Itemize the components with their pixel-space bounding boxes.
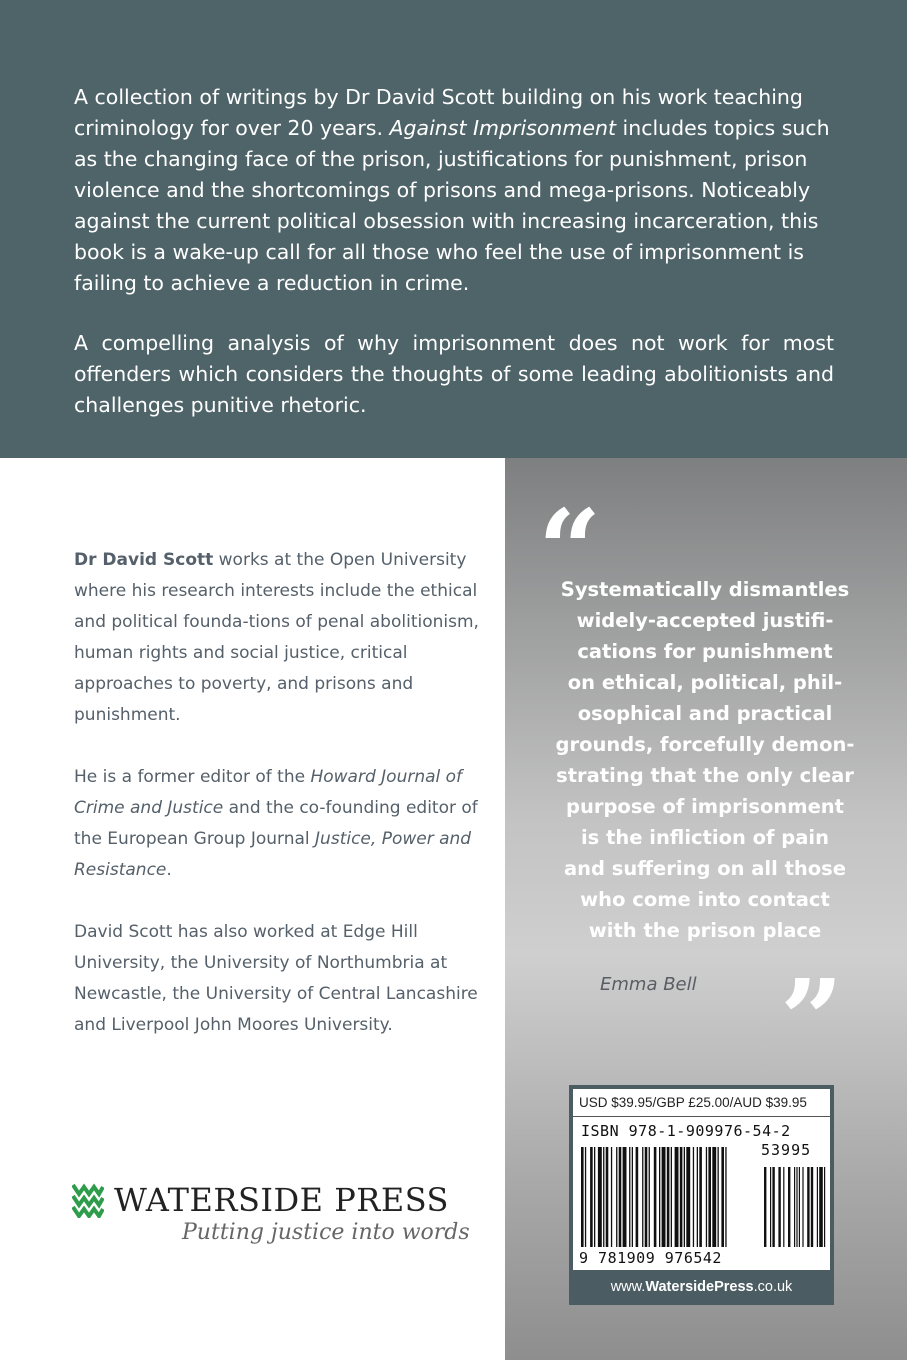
- barcode-label: [573, 1089, 830, 1270]
- journal-title: Justice, Power and Resistance: [74, 829, 472, 880]
- barcode-bar: [686, 1147, 690, 1247]
- blurb-band: [0, 0, 907, 458]
- barcode-bar: [629, 1147, 630, 1247]
- waterside-wave-logo-icon: [72, 1182, 104, 1218]
- publisher-tagline: Putting justice into words: [182, 1220, 470, 1245]
- website-brand: WatersidePress: [645, 1279, 754, 1295]
- barcode-bar: [590, 1147, 593, 1247]
- barcode-bar: [708, 1147, 711, 1247]
- addon-bar: [811, 1167, 813, 1247]
- journal-title: Howard Journal of Crime and Justice: [74, 767, 463, 818]
- barcode-bar: [680, 1147, 683, 1247]
- bio-paragraph-2: [74, 762, 484, 886]
- barcode-bar: [598, 1147, 602, 1247]
- bio-paragraph-1: [74, 545, 484, 731]
- barcode-bar: [581, 1147, 584, 1247]
- addon-bar: [764, 1167, 766, 1247]
- bio-paragraph-3: David Scott has also worked at Edge Hill University, the University of Northumbria at Newcastle, the University of Central Lancashire and Liverpool John Moores University.: [74, 922, 478, 1035]
- barcode-bar: [616, 1147, 617, 1247]
- barcode-bar: [611, 1147, 612, 1247]
- barcode-bar: [659, 1147, 660, 1247]
- publisher-name: WATERSIDE PRESS: [114, 1181, 449, 1219]
- author-bio: [74, 545, 484, 1072]
- barcode-bar: [603, 1147, 604, 1247]
- barcode-bar: [662, 1147, 666, 1247]
- blurb-text: A collection of writings by Dr David Scott building on his work teaching criminology for over 20 years.: [74, 85, 803, 140]
- website-prefix: www.: [610, 1279, 646, 1295]
- addon-bar: [778, 1167, 780, 1247]
- addon-bar: [819, 1167, 823, 1247]
- addon-bar: [807, 1167, 809, 1247]
- book-title: Against Imprisonment: [389, 116, 616, 140]
- blurb-paragraph-2: A compelling analysis of why imprisonment does not work for most offenders which considers the thoughts of some leading abolitionists and challenges punitive rhetoric.: [74, 331, 834, 417]
- barcode-bar: [642, 1147, 643, 1247]
- blurb-text: includes topics such as the changing face of the prison, justifications for punishment, prison violence and the shortcomings of prisons and mega-prisons. Noticeably against the current political obsession with increasing incarceration, this book is a wake-up call for all those who feel the use of imprisonment is failing to achieve a reduction in crime.: [74, 116, 830, 295]
- barcode-bar: [671, 1147, 672, 1247]
- publisher-logo-block: [72, 1180, 472, 1250]
- price-addon-code: 53995: [761, 1141, 812, 1159]
- barcode-bar: [594, 1147, 595, 1247]
- blurb-paragraph-1: [74, 82, 834, 299]
- price-line: USD $39.95/GBP £25.00/AUD $39.95: [579, 1095, 807, 1110]
- barcode-bar: [699, 1147, 702, 1247]
- barcode-bar: [667, 1147, 670, 1247]
- barcode-bar: [712, 1147, 716, 1247]
- bio-text: and the co-founding editor of the European Group Journal: [74, 798, 478, 849]
- barcode-bar: [654, 1147, 657, 1247]
- barcode-bar: [693, 1147, 694, 1247]
- barcode-block: [569, 1085, 834, 1305]
- barcode-bar: [718, 1147, 719, 1247]
- bio-text: works at the Open University where his research interests include the ethical and political founda-tions of penal abolitionism, human rights and social justice, critical approaches to poverty, and prisons and punishment.: [74, 550, 479, 725]
- addon-bar: [802, 1167, 803, 1247]
- barcode-bar: [585, 1147, 586, 1247]
- website-suffix: .co.uk: [753, 1279, 793, 1295]
- ean-digits: 9 781909 976542: [579, 1249, 722, 1267]
- isbn-number: ISBN 978-1-909976-54-2: [581, 1122, 791, 1140]
- author-name: Dr David Scott: [74, 550, 214, 570]
- addon-bar: [799, 1167, 800, 1247]
- addon-bar: [794, 1167, 795, 1247]
- barcode-bar: [649, 1147, 650, 1247]
- addon-bar: [788, 1167, 790, 1247]
- barcode-bar: [623, 1147, 627, 1247]
- open-quote-mark: “: [538, 485, 598, 614]
- barcode-bar: [636, 1147, 639, 1247]
- barcode-bar: [606, 1147, 609, 1247]
- price-divider: [573, 1116, 830, 1117]
- addon-bar: [770, 1167, 771, 1247]
- barcode-bars: [581, 1147, 826, 1249]
- bio-text: He is a former editor of the: [74, 767, 311, 787]
- addon-bar: [817, 1167, 818, 1247]
- bio-text: .: [166, 860, 172, 880]
- addon-bar: [783, 1167, 784, 1247]
- addon-bar: [772, 1167, 774, 1247]
- barcode-bar: [645, 1147, 648, 1247]
- barcode-bar: [697, 1147, 698, 1247]
- barcode-bar: [619, 1147, 622, 1247]
- barcode-bar: [684, 1147, 685, 1247]
- barcode-bar: [721, 1147, 724, 1247]
- barcode-bar: [675, 1147, 679, 1247]
- addon-bar: [824, 1167, 825, 1247]
- addon-bar: [796, 1167, 797, 1247]
- barcode-bar: [725, 1147, 726, 1247]
- barcode-bar: [706, 1147, 707, 1247]
- close-quote-mark: ”: [780, 955, 840, 1084]
- barcode-bar: [632, 1147, 633, 1247]
- reviewer-name: Emma Bell: [600, 974, 697, 995]
- review-text: Systematically dismantles widely-accepted justifi- cations for punishment on ethical, political, phil- osophical and practical grounds, forcefully demon- strating that the only clear purpose of imprisonment is the infliction of pain and suffering on all those who come into contact with the prison place: [555, 578, 855, 942]
- publisher-website[interactable]: [569, 1279, 834, 1295]
